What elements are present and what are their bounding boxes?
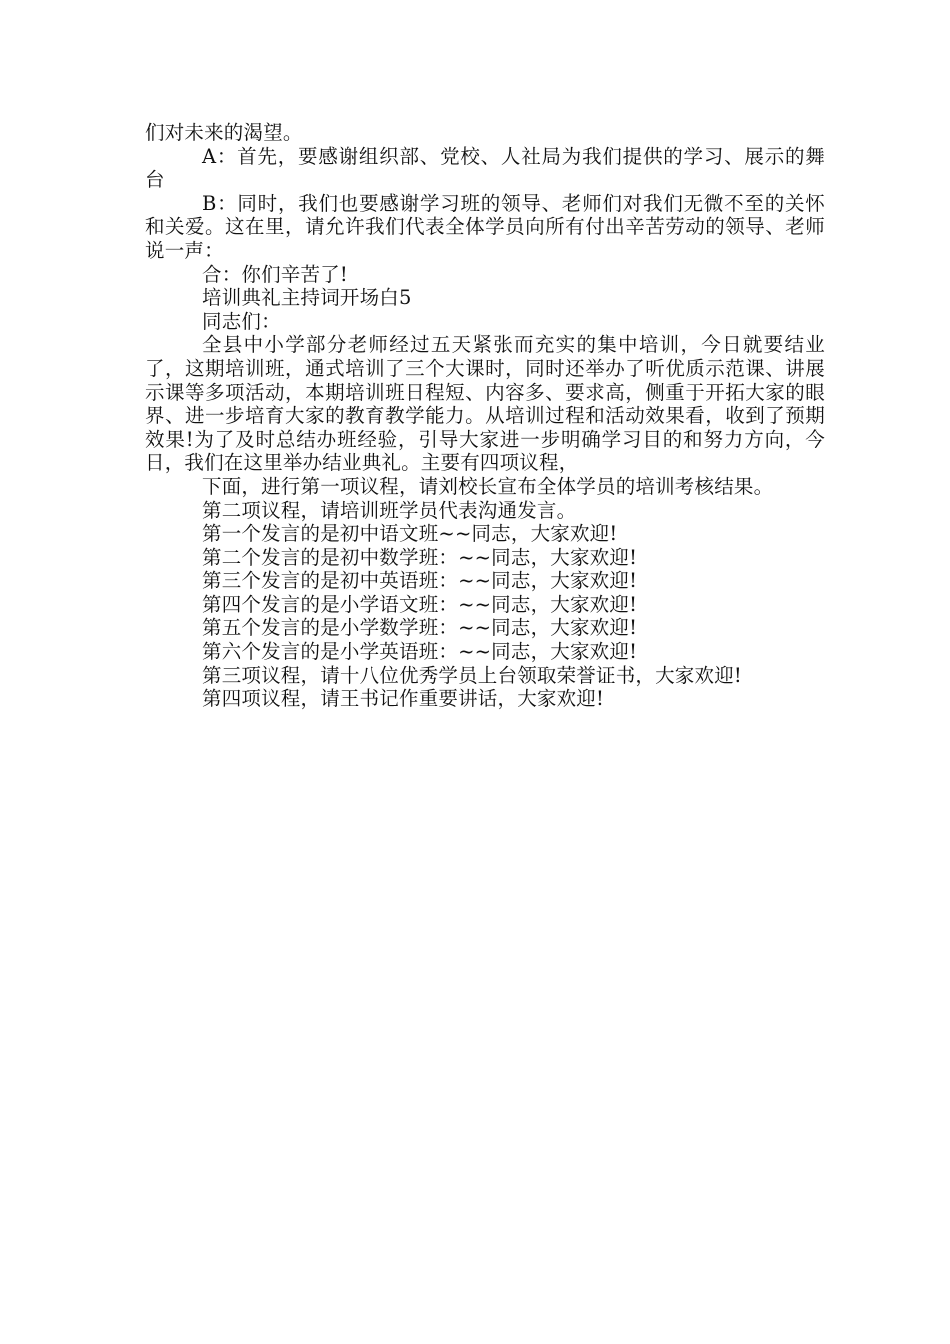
speaker-item-2: 第二个发言的是初中数学班：~~同志，大家欢迎! (202, 545, 638, 569)
agenda-item-2: 第二项议程，请培训班学员代表沟通发言。 (202, 498, 577, 522)
agenda-item-1: 下面，进行第一项议程，请刘校长宣布全体学员的培训考核结果。 (202, 474, 774, 498)
paragraph-thanks-a: A：首先，要感谢组织部、党校、人社局为我们提供的学习、展示的舞台 (145, 144, 825, 192)
speaker-item-5: 第五个发言的是小学数学班：~~同志，大家欢迎! (202, 616, 638, 640)
speaker-item-4: 第四个发言的是小学语文班：~~同志，大家欢迎! (202, 592, 638, 616)
salutation: 同志们： (202, 309, 281, 333)
paragraph-continuation: 们对未来的渴望。 (145, 121, 303, 144)
paragraph-thanks-b: B：同时，我们也要感谢学习班的领导、老师们对我们无微不至的关怀和关爱。这在里，请允许我们代表全体学员向所有付出辛苦劳动的领导、老师说一声： (145, 191, 825, 262)
speaker-item-3: 第三个发言的是初中英语班：~~同志，大家欢迎! (202, 569, 638, 593)
speaker-item-1: 第一个发言的是初中语文班~~同志，大家欢迎! (202, 522, 618, 546)
speaker-item-6: 第六个发言的是小学英语班：~~同志，大家欢迎! (202, 640, 638, 664)
document-page (145, 121, 825, 711)
agenda-item-3: 第三项议程，请十八位优秀学员上台领取荣誉证书，大家欢迎! (202, 663, 742, 687)
agenda-item-4: 第四项议程，请王书记作重要讲话，大家欢迎! (202, 687, 605, 711)
section-heading: 培训典礼主持词开场白5 (202, 286, 412, 310)
paragraph-intro: 全县中小学部分老师经过五天紧张而充实的集中培训，今日就要结业了，这期培训班，通式培训了三个大课时，同时还举办了听优质示范课、讲展示课等多项活动，本期培训班日程短、内容多、要求高，侧重于开拓大家的眼界、进一步培育大家的教育教学能力。从培训过程和活动效果看，收到了预期效果!为了及时总结办班经验，引导大家进一步明确学习目的和努力方向，今日，我们在这里举办结业典礼。主要有四项议程， (145, 333, 825, 475)
paragraph-together: 合：你们辛苦了! (202, 262, 348, 286)
